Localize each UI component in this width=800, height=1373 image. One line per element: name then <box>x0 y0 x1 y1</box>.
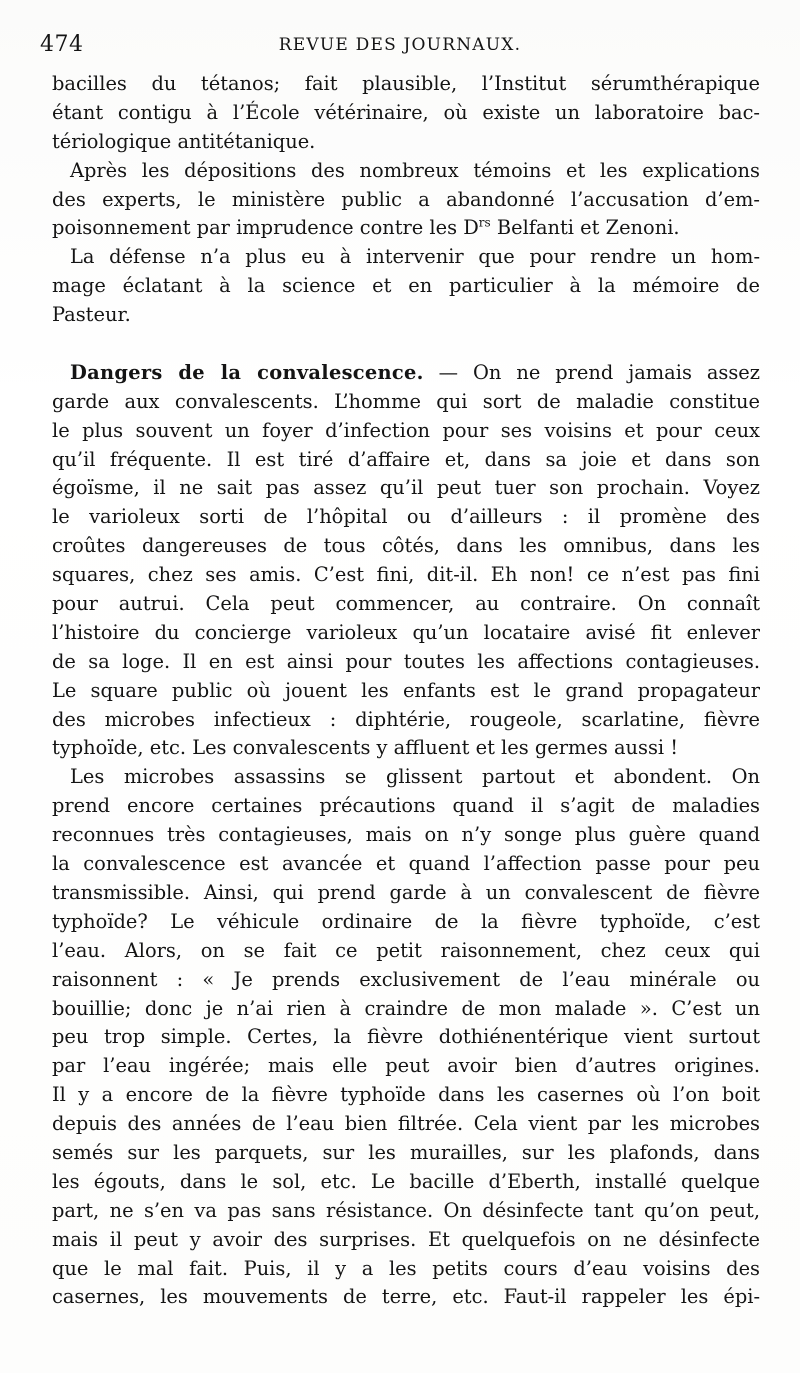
page-number: 474 <box>40 32 84 57</box>
text-line: des experts, le ministère public a abandonné l’accusation d’em- <box>52 187 760 211</box>
page-header <box>40 32 760 66</box>
text-line: étant contigu à l’École vétérinaire, où existe un laboratoire bac- <box>52 100 760 124</box>
text-line: raisonnent : « Je prends exclusivement de l’eau minérale ou <box>52 967 760 991</box>
text-line: les égouts, dans le sol, etc. Le bacille d’Eberth, installé quelque <box>52 1169 760 1193</box>
text-line: typhoïde, etc. Les convalescents y affluent et les germes aussi ! <box>52 736 679 760</box>
text-line-with-superscript <box>52 214 760 243</box>
text-line: Le square public où jouent les enfants est le grand propagateur <box>52 678 760 702</box>
text-line: reconnues très contagieuses, mais on n’y songe plus guère quand <box>52 823 760 847</box>
section-first-line <box>52 359 760 388</box>
text-line: pour autrui. Cela peut commencer, au contraire. On connaît <box>52 592 760 616</box>
text-line: Après les dépositions des nombreux témoins et les explications <box>70 158 760 182</box>
text-line: depuis des années de l’eau bien filtrée. Cela vient par les microbes <box>52 1112 760 1136</box>
text-line: bacilles du tétanos; fait plausible, l’Institut sérumthérapique <box>52 72 760 95</box>
text-line: Il y a encore de la fièvre typhoïde dans les casernes où l’on boit <box>52 1083 760 1107</box>
superscript: rs <box>478 215 491 230</box>
text-line: semés sur les parquets, sur les murailles, sur les plafonds, dans <box>52 1140 760 1164</box>
text-line: de sa loge. Il en est ainsi pour toutes les affections contagieuses. <box>52 649 760 673</box>
section-title: Dangers de la convalescence. <box>70 360 424 384</box>
text-line: bouillie; donc je n’ai rien à craindre de mon malade ». C’est un <box>52 996 760 1020</box>
text-line: peu trop simple. Certes, la fièvre dothiénentérique vient surtout <box>52 1025 760 1049</box>
text-line: égoïsme, il ne sait pas assez qu’il peut tuer son prochain. Voyez <box>52 476 760 500</box>
text-line: La défense n’a plus eu à intervenir que pour rendre un hom- <box>70 245 760 269</box>
text-line: l’histoire du concierge varioleux qu’un locataire avisé fit enlever <box>52 620 760 644</box>
text-line: la convalescence est avancée et quand l’affection passe pour peu <box>52 852 760 876</box>
text-line: mage éclatant à la science et en particulier à la mémoire de <box>52 274 760 298</box>
text-line: prend encore certaines précautions quand il s’agit de maladies <box>52 794 760 818</box>
text-line: squares, chez ses amis. C’est fini, dit-il. Eh non! ce n’est pas fini <box>52 563 760 587</box>
text-line: Les microbes assassins se glissent partout et abondent. On <box>70 765 760 789</box>
text-line: casernes, les mouvements de terre, etc. Faut-il rappeler les épi- <box>52 1285 760 1309</box>
text-line: croûtes dangereuses de tous côtés, dans les omnibus, dans les <box>52 534 760 558</box>
text-line: mais il peut y avoir des surprises. Et quelquefois on ne désinfecte <box>52 1227 760 1251</box>
text-line: l’eau. Alors, on se fait ce petit raisonnement, chez ceux qui <box>52 938 760 962</box>
line-part: poisonnement par imprudence contre les D <box>52 216 479 240</box>
body-text <box>52 70 760 1312</box>
paragraph-gap <box>52 330 760 359</box>
text-line: par l’eau ingérée; mais elle peut avoir bien d’autres origines. <box>52 1054 760 1078</box>
text-line: que le mal fait. Puis, il y a les petits cours d’eau voisins des <box>52 1256 760 1280</box>
text-line: transmissible. Ainsi, qui prend garde à un convalescent de fièvre <box>52 880 760 904</box>
text-line: Pasteur. <box>52 303 131 327</box>
text-line: le varioleux sorti de l’hôpital ou d’ailleurs : il promène des <box>52 505 760 529</box>
line-part: Belfanti et Zenoni. <box>490 216 680 240</box>
line-part: — On ne prend jamais assez <box>423 360 760 384</box>
text-line: des microbes infectieux : diphtérie, rougeole, scarlatine, fièvre <box>52 707 760 731</box>
text-line: le plus souvent un foyer d’infection pour ses voisins et pour ceux <box>52 418 760 442</box>
text-line: qu’il fréquente. Il est tiré d’affaire et, dans sa joie et dans son <box>52 447 760 471</box>
text-line: tériologique antitétanique. <box>52 129 316 153</box>
text-line: part, ne s’en va pas sans résistance. On désinfecte tant qu’on peut, <box>52 1198 760 1222</box>
text-line: garde aux convalescents. L’homme qui sort de maladie constitue <box>52 389 760 413</box>
text-line: typhoïde? Le véhicule ordinaire de la fièvre typhoïde, c’est <box>52 909 760 933</box>
running-title: REVUE DES JOURNAUX. <box>278 35 522 55</box>
